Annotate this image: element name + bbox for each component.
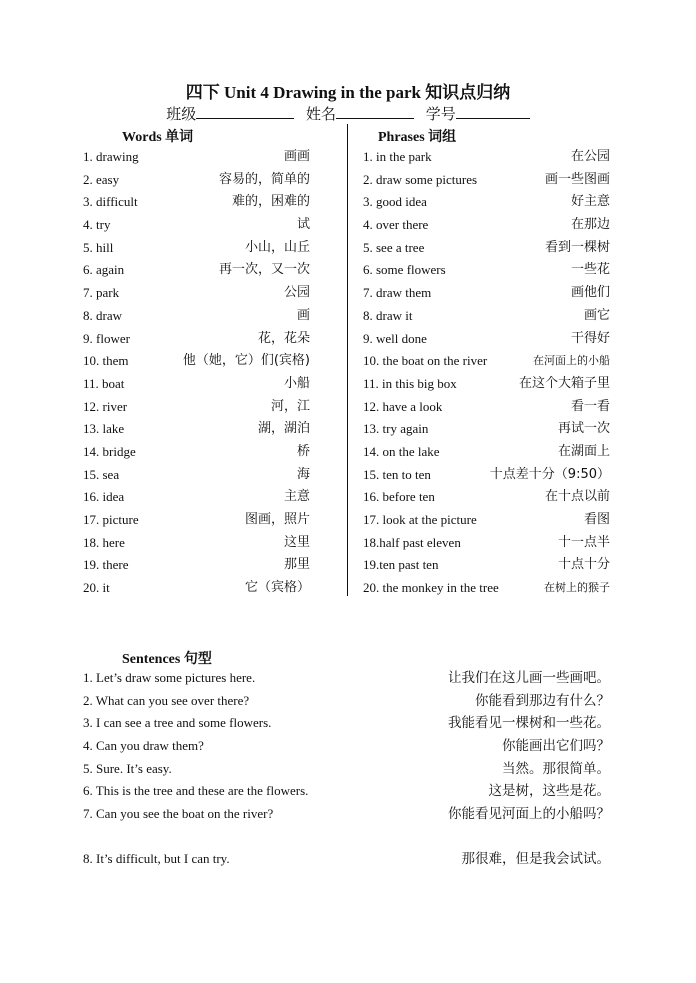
phrase-item — [363, 577, 610, 600]
sentence-item — [83, 780, 610, 803]
word-item — [83, 396, 310, 419]
word-english: 12. river — [83, 398, 128, 414]
word-chinese: 桥 — [296, 443, 310, 459]
phrase-item — [363, 532, 610, 555]
sentence-item — [83, 690, 610, 713]
word-chinese: 小山，山丘 — [244, 239, 310, 255]
phrase-english: 20. the monkey in the tree — [363, 580, 499, 596]
phrases-header: Phrases 词组 — [378, 130, 457, 145]
word-item — [83, 169, 310, 192]
word-chinese: 画 — [296, 307, 310, 323]
phrase-chinese: 十点差十分（9:50） — [489, 466, 610, 482]
sentences-list — [83, 667, 610, 871]
word-english: 15. sea — [83, 466, 120, 482]
sentence-item — [83, 803, 610, 826]
word-item — [83, 554, 310, 577]
phrase-english: 14. on the lake — [363, 443, 440, 459]
phrase-item — [363, 214, 610, 237]
word-item — [83, 350, 310, 373]
word-item — [83, 214, 310, 237]
phrases-list — [363, 146, 610, 600]
word-english: 13. lake — [83, 421, 125, 437]
phrase-english: 13. try again — [363, 421, 429, 437]
phrase-english: 9. well done — [363, 330, 427, 346]
phrase-chinese: 干得好 — [570, 330, 610, 346]
word-english: 9. flower — [83, 330, 130, 346]
word-english: 3. difficult — [83, 194, 138, 210]
words-header: Words 单词 — [122, 130, 194, 145]
word-english: 8. draw — [83, 307, 122, 323]
word-chinese: 再一次，又一次 — [218, 262, 310, 278]
word-chinese: 他（她，它）们(宾格) — [182, 353, 310, 369]
phrase-chinese: 在公园 — [570, 149, 610, 164]
sentence-item — [83, 667, 610, 690]
phrase-english: 5. see a tree — [363, 239, 425, 255]
phrase-english: 3. good idea — [363, 194, 427, 210]
name-field — [306, 103, 414, 124]
word-chinese: 小船 — [283, 375, 310, 391]
sentences-header: Sentences 句型 — [122, 652, 212, 667]
phrase-english: 1. in the park — [363, 149, 432, 164]
page-title: 四下 Unit 4 Drawing in the park 知识点归纳 — [185, 83, 511, 102]
phrase-item — [363, 282, 610, 305]
word-item — [83, 191, 310, 214]
word-english: 16. idea — [83, 489, 125, 505]
sentence-item — [83, 848, 610, 871]
word-chinese: 河，江 — [270, 398, 310, 414]
phrase-item — [363, 509, 610, 532]
phrase-chinese: 在十点以前 — [544, 489, 610, 505]
number-blank — [456, 104, 530, 119]
word-item — [83, 577, 310, 600]
phrase-chinese: 在河面上的小船 — [533, 354, 610, 368]
phrase-english: 15. ten to ten — [363, 466, 431, 482]
sentence-item — [83, 758, 610, 781]
phrase-chinese: 再试一次 — [557, 421, 610, 437]
sentence-chinese: 你能看见河面上的小船吗？ — [448, 806, 610, 823]
phrase-chinese: 在湖面上 — [557, 443, 610, 459]
sentence-english: 1. Let’s draw some pictures here. — [83, 670, 256, 685]
word-english: 4. try — [83, 217, 111, 233]
phrase-chinese: 看一看 — [570, 398, 610, 414]
word-english: 10. them — [83, 353, 129, 369]
phrase-chinese: 画它 — [583, 307, 610, 323]
word-english: 1. drawing — [83, 149, 139, 164]
word-english: 14. bridge — [83, 443, 136, 459]
word-item — [83, 486, 310, 509]
word-chinese: 难的，困难的 — [231, 194, 310, 210]
phrase-item — [363, 169, 610, 192]
phrase-english: 17. look at the picture — [363, 512, 477, 527]
phrase-chinese: 好主意 — [570, 194, 610, 210]
sentence-english: 7. Can you see the boat on the river? — [83, 806, 274, 822]
sentence-chinese: 当然。那很简单。 — [502, 760, 610, 777]
sentence-chinese: 你能看到那边有什么？ — [475, 692, 610, 709]
word-chinese: 主意 — [283, 489, 310, 505]
sentence-english: 2. What can you see over there? — [83, 692, 250, 708]
class-blank — [196, 104, 294, 119]
word-item — [83, 464, 310, 487]
phrase-chinese: 在那边 — [570, 217, 610, 233]
word-chinese: 容易的，简单的 — [218, 171, 310, 187]
phrase-english: 7. draw them — [363, 285, 432, 301]
word-item — [83, 237, 310, 260]
sentence-english: 6. This is the tree and these are the flowers. — [83, 783, 309, 799]
phrase-chinese: 画他们 — [570, 285, 610, 301]
phrase-chinese: 画一些图画 — [544, 171, 610, 187]
student-info — [0, 103, 696, 124]
phrase-item — [363, 237, 610, 260]
word-chinese: 公园 — [283, 285, 310, 301]
word-item — [83, 373, 310, 396]
word-english: 6. again — [83, 262, 125, 278]
phrase-english: 6. some flowers — [363, 262, 446, 278]
word-english: 18. here — [83, 534, 125, 550]
sentence-chinese: 这是树，这些是花。 — [488, 783, 610, 800]
phrase-item — [363, 396, 610, 419]
sentence-chinese: 让我们在这儿画一些画吧。 — [448, 670, 610, 686]
phrase-item — [363, 146, 610, 169]
phrase-item — [363, 554, 610, 577]
word-item — [83, 282, 310, 305]
phrase-item — [363, 191, 610, 214]
phrase-item — [363, 418, 610, 441]
phrase-item — [363, 486, 610, 509]
word-item — [83, 418, 310, 441]
phrase-item — [363, 373, 610, 396]
phrase-chinese: 一些花 — [570, 262, 610, 278]
sentence-chinese: 那很难，但是我会试试。 — [461, 850, 610, 867]
phrase-item — [363, 464, 610, 487]
word-chinese: 花，花朵 — [257, 330, 310, 346]
word-english: 7. park — [83, 285, 120, 301]
phrase-english: 19.ten past ten — [363, 557, 439, 573]
phrase-english: 11. in this big box — [363, 375, 457, 391]
sentence-english: 8. It’s difficult, but I can try. — [83, 850, 230, 866]
word-english: 17. picture — [83, 512, 139, 527]
phrase-item — [363, 441, 610, 464]
word-item — [83, 305, 310, 328]
word-item — [83, 146, 310, 169]
word-english: 19. there — [83, 557, 129, 573]
sentence-chinese: 你能画出它们吗？ — [502, 738, 610, 755]
phrase-chinese: 十一点半 — [557, 534, 610, 550]
word-item — [83, 532, 310, 555]
word-chinese: 画画 — [283, 149, 310, 164]
number-label: 学号 — [425, 107, 456, 123]
phrase-english: 8. draw it — [363, 307, 413, 323]
phrase-item — [363, 259, 610, 282]
sentence-item — [83, 735, 610, 758]
phrase-english: 4. over there — [363, 217, 429, 233]
name-label: 姓名 — [305, 107, 336, 123]
number-field — [426, 103, 530, 124]
phrase-english: 12. have a look — [363, 398, 443, 414]
phrase-english: 16. before ten — [363, 489, 435, 505]
phrase-english: 2. draw some pictures — [363, 171, 478, 187]
phrase-chinese: 十点十分 — [557, 557, 610, 573]
word-item — [83, 441, 310, 464]
phrase-item — [363, 350, 610, 373]
phrase-english: 18.half past eleven — [363, 534, 461, 550]
word-chinese: 试 — [296, 217, 310, 233]
word-english: 2. easy — [83, 171, 120, 187]
phrase-chinese: 看图 — [583, 512, 610, 527]
word-item — [83, 509, 310, 532]
word-chinese: 图画，照片 — [244, 512, 310, 527]
word-item — [83, 328, 310, 351]
phrase-chinese: 看到一棵树 — [544, 239, 610, 255]
word-item — [83, 259, 310, 282]
sentence-english: 5. Sure. It’s easy. — [83, 760, 172, 776]
sentence-english: 4. Can you draw them? — [83, 738, 204, 754]
sentence-chinese: 我能看见一棵树和一些花。 — [448, 715, 610, 732]
phrase-chinese: 在这个大箱子里 — [518, 375, 610, 391]
phrase-item — [363, 328, 610, 351]
column-divider — [347, 124, 348, 596]
word-chinese: 这里 — [283, 534, 310, 550]
word-english: 5. hill — [83, 239, 114, 255]
word-chinese: 那里 — [283, 557, 310, 573]
word-english: 20. it — [83, 580, 110, 596]
word-english: 11. boat — [83, 375, 125, 391]
word-chinese: 它（宾格） — [244, 580, 310, 596]
word-chinese: 海 — [296, 466, 310, 482]
class-label: 班级 — [166, 107, 197, 123]
sentence-item — [83, 712, 610, 735]
phrase-english: 10. the boat on the river — [363, 353, 488, 369]
class-field — [166, 103, 294, 124]
phrase-chinese: 在树上的猴子 — [544, 581, 610, 595]
word-chinese: 湖，湖泊 — [257, 421, 310, 437]
sentence-english: 3. I can see a tree and some flowers. — [83, 715, 272, 731]
name-blank — [336, 104, 414, 119]
phrase-item — [363, 305, 610, 328]
words-list — [83, 146, 310, 600]
